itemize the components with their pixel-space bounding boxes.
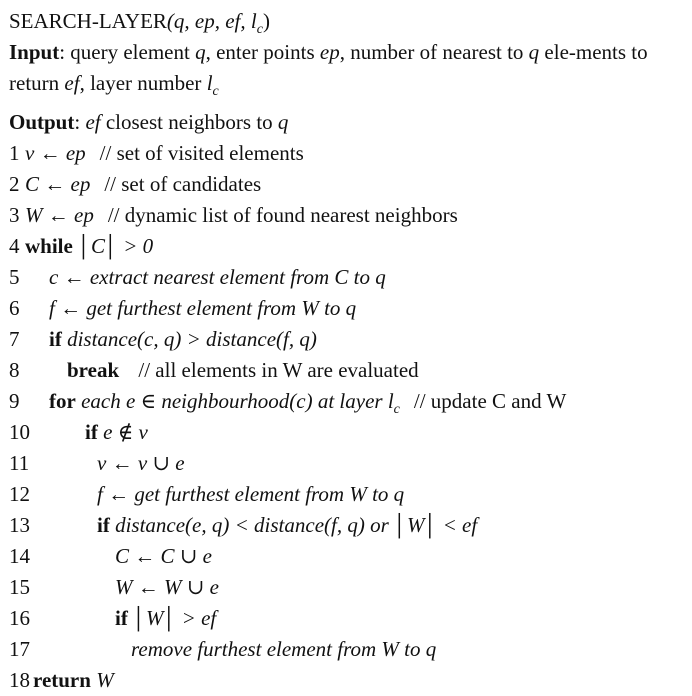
line-number: 10 [9, 420, 30, 445]
code-line [9, 634, 685, 665]
line-body [33, 665, 114, 696]
line-body [115, 541, 212, 572]
code-line [9, 169, 685, 200]
code-text: v ← v ∪ e [97, 451, 185, 476]
code-text: each e ∈ neighbourhood(c) at layer l [81, 389, 394, 414]
code-text: C ← ep [25, 172, 91, 197]
input-var-ep: ep [319, 40, 340, 64]
code-lines [9, 138, 685, 696]
keyword: if [49, 327, 62, 352]
code-line [9, 293, 685, 324]
code-comment: // set of visited elements [99, 141, 304, 166]
code-comment: // dynamic list of found nearest neighbors [107, 203, 458, 228]
code-text: f ← get furthest element from W to q [97, 482, 405, 507]
input-var-l: l [206, 71, 213, 95]
input-label: Input [9, 40, 60, 64]
line-number: 7 [9, 327, 20, 352]
line-number: 3 [9, 203, 20, 228]
code-line [9, 386, 685, 417]
line-number: 6 [9, 296, 20, 321]
line-number: 11 [9, 451, 30, 476]
line-number: 4 [9, 234, 20, 259]
code-text: distance(e, q) < distance(f, q) or │W│ < ef [115, 513, 478, 538]
code-text: c ← extract nearest element from C to q [49, 265, 386, 290]
code-comment: // set of candidates [104, 172, 262, 197]
algorithm-block [9, 6, 685, 696]
code-line [9, 324, 685, 355]
input-text: , number of nearest to [339, 40, 529, 64]
line-body [49, 293, 356, 324]
line-body [25, 169, 261, 200]
input-text: : query element [59, 40, 196, 64]
line-body [115, 603, 216, 634]
algorithm-params: (q, ep, ef, l [166, 9, 257, 33]
code-line [9, 138, 685, 169]
code-comment: // update C and W [413, 389, 567, 414]
code-text: C ← C ∪ e [115, 544, 212, 569]
output-text: : [74, 110, 86, 135]
input-text: , enter points [205, 40, 320, 64]
code-line [9, 479, 685, 510]
code-comment: // all elements in W are evaluated [138, 358, 419, 383]
code-line [9, 665, 685, 696]
keyword: if [115, 606, 128, 631]
line-number: 14 [9, 544, 30, 569]
code-line [9, 603, 685, 634]
code-text: │W│ > ef [133, 606, 217, 631]
line-number: 5 [9, 265, 20, 290]
code-text: W ← W ∪ e [115, 575, 219, 600]
line-body [49, 324, 317, 355]
algorithm-params-subscript: c [256, 22, 263, 38]
line-body [97, 479, 404, 510]
keyword: break [67, 358, 120, 383]
output-text: closest neighbors to [100, 110, 278, 135]
code-text: W [96, 668, 114, 693]
line-body [67, 355, 419, 386]
code-line [9, 510, 685, 541]
output-description [9, 107, 685, 138]
code-line [9, 262, 685, 293]
output-var-ef: ef [85, 110, 101, 135]
keyword: while [25, 234, 73, 259]
code-line [9, 448, 685, 479]
line-body [131, 634, 436, 665]
line-body [25, 200, 458, 231]
line-number: 16 [9, 606, 30, 631]
code-line [9, 541, 685, 572]
line-body [25, 231, 153, 262]
keyword: for [49, 389, 76, 414]
input-description [9, 37, 685, 107]
code-line [9, 231, 685, 262]
code-line [9, 417, 685, 448]
line-number: 17 [9, 637, 30, 662]
output-label: Output [9, 110, 75, 135]
code-subscript: c [393, 402, 400, 418]
keyword: if [97, 513, 110, 538]
line-number: 13 [9, 513, 30, 538]
code-text: v ← ep [25, 141, 86, 166]
keyword: if [85, 420, 98, 445]
line-body [115, 572, 219, 603]
code-text: │C│ > 0 [78, 234, 154, 259]
algorithm-title [9, 6, 685, 37]
code-line [9, 355, 685, 386]
input-var-ef: ef [64, 71, 80, 95]
code-text: e ∉ v [103, 420, 148, 445]
code-line [9, 200, 685, 231]
line-number: 8 [9, 358, 20, 383]
algorithm-params-close: ) [262, 9, 270, 33]
line-number: 15 [9, 575, 30, 600]
keyword: return [33, 668, 91, 693]
code-text: remove furthest element from W to q [131, 637, 437, 662]
code-line [9, 572, 685, 603]
line-number: 2 [9, 172, 20, 197]
line-number: 1 [9, 141, 20, 166]
code-text: f ← get furthest element from W to q [49, 296, 357, 321]
line-body [49, 262, 386, 293]
line-number: 18 [9, 668, 30, 693]
line-number: 12 [9, 482, 30, 507]
input-text: ele-ments to return [9, 40, 648, 95]
code-text: W ← ep [25, 203, 94, 228]
algorithm-name: SEARCH-LAYER [9, 9, 167, 33]
input-var-q: q [528, 40, 540, 64]
line-body [97, 510, 477, 541]
line-body [85, 417, 148, 448]
input-var-q: q [195, 40, 206, 64]
input-var-l-subscript: c [212, 84, 219, 100]
input-text: , layer number [79, 71, 207, 95]
line-number: 9 [9, 389, 20, 414]
line-body [25, 138, 304, 169]
line-body [97, 448, 185, 479]
output-var-q: q [277, 110, 289, 135]
code-text: distance(c, q) > distance(f, q) [67, 327, 317, 352]
